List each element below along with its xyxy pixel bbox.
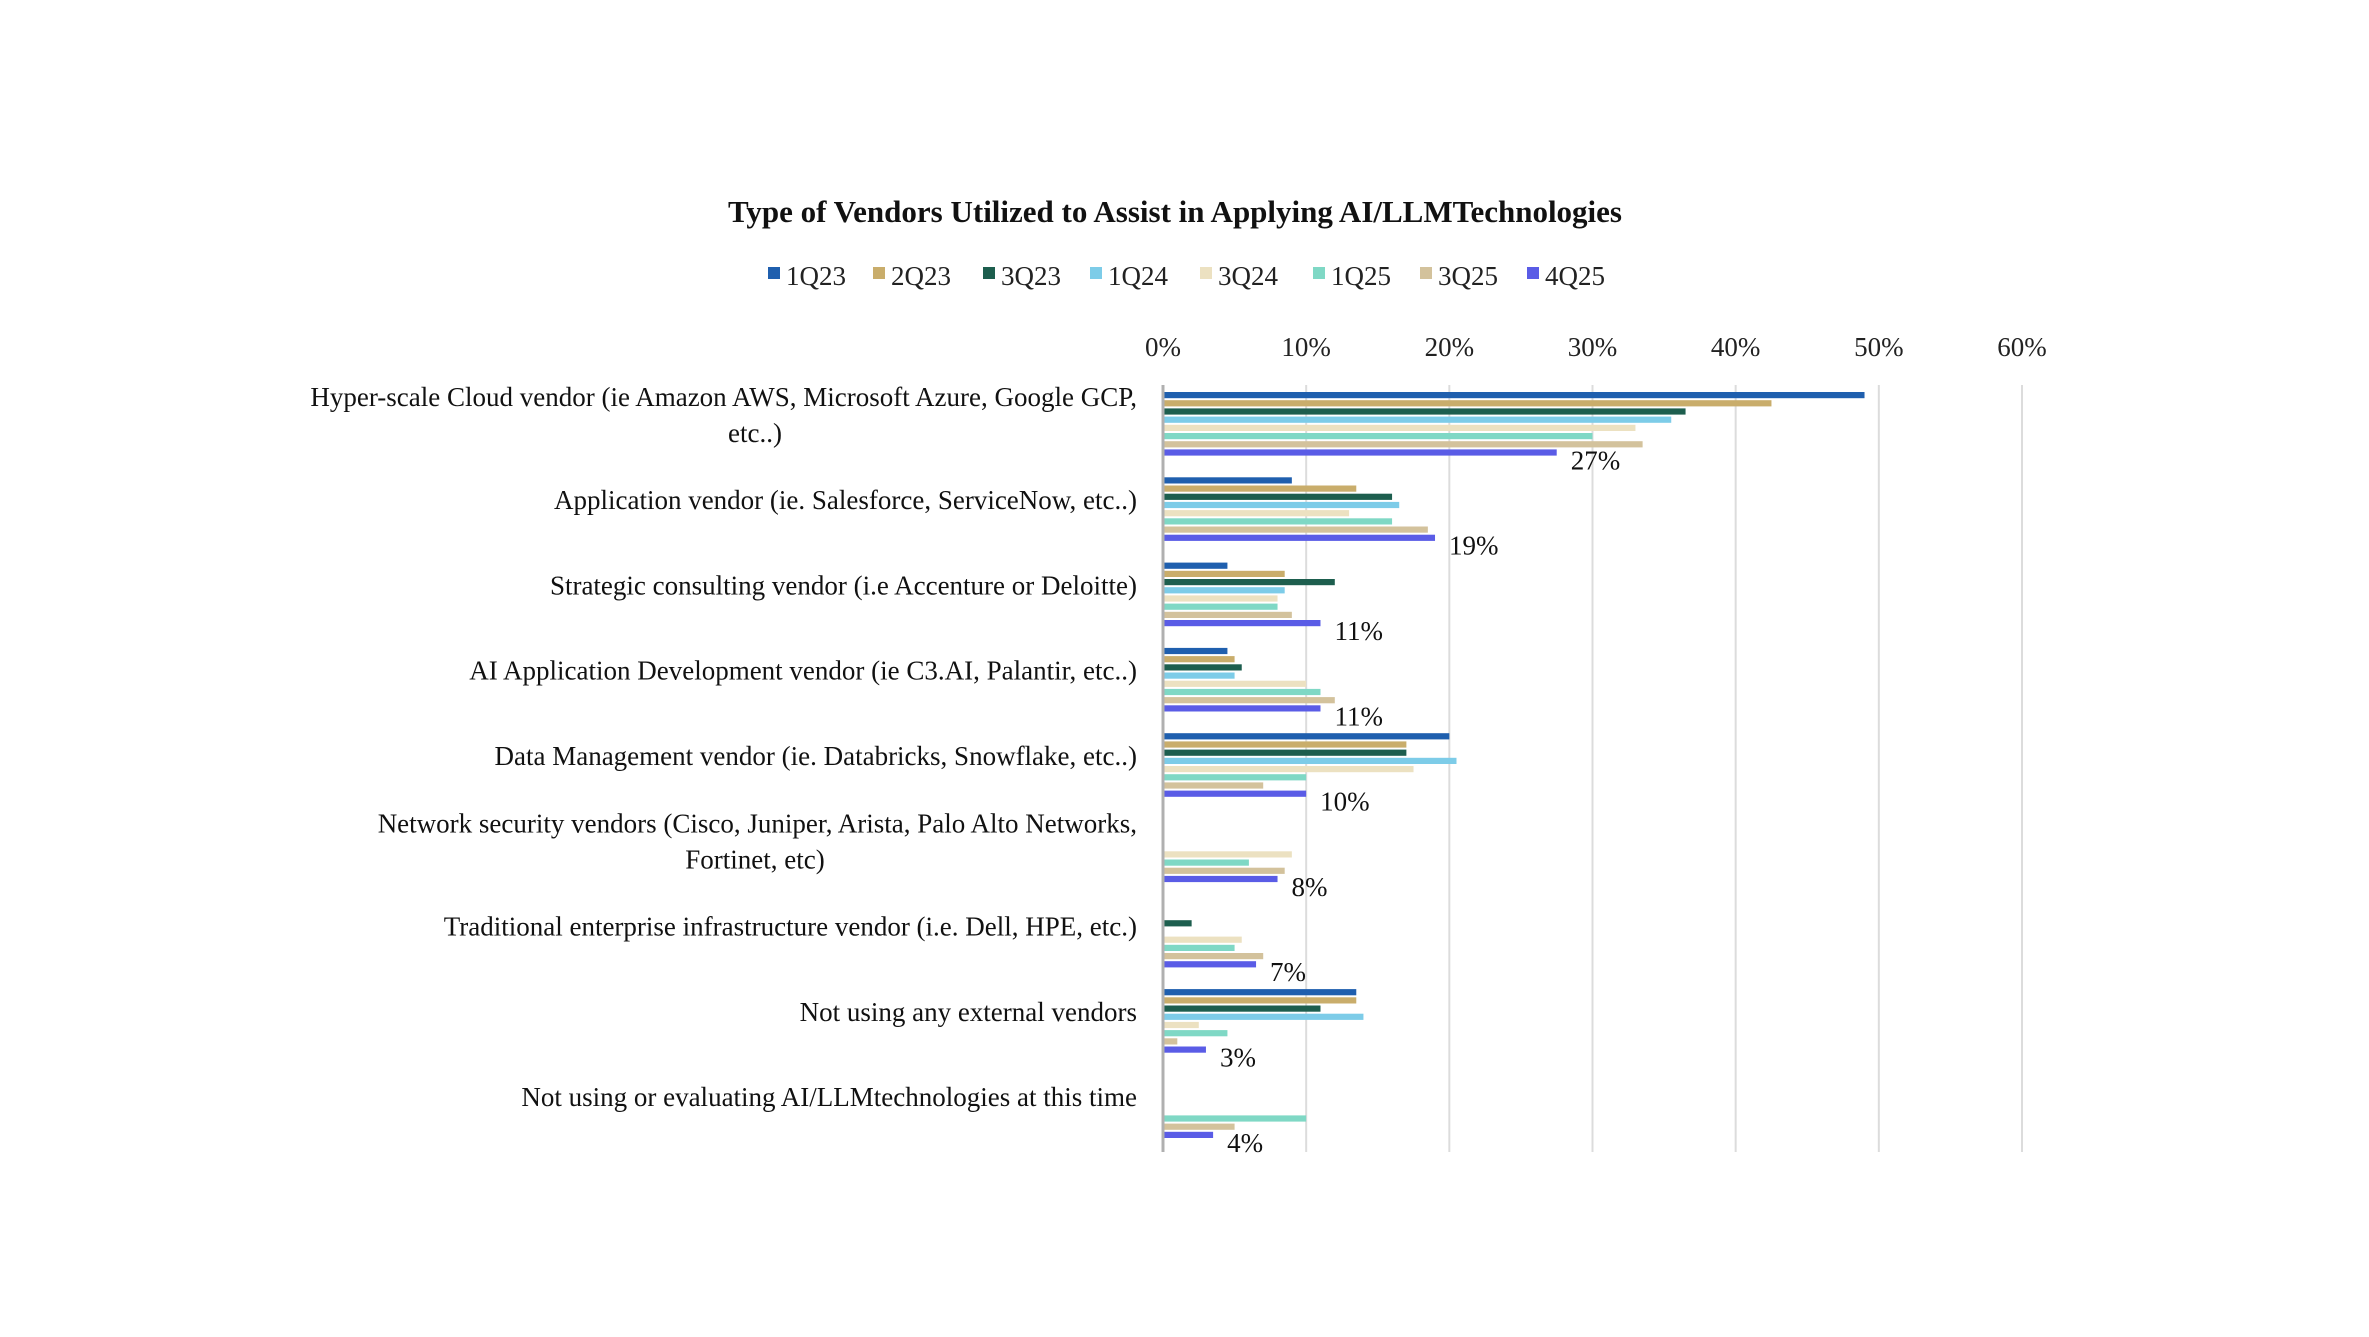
category-labels: [310, 382, 1137, 1112]
bar-4q25: [1163, 1047, 1206, 1053]
legend-swatch: [1090, 267, 1102, 279]
category-label: Traditional enterprise infrastructure vendor (i.e. Dell, HPE, etc.): [443, 911, 1137, 942]
legend-swatch: [873, 267, 885, 279]
bar-3q23: [1163, 920, 1192, 926]
bar-3q23: [1163, 494, 1392, 500]
category-label: Network security vendors (Cisco, Juniper, Arista, Palo Alto Networks,: [377, 808, 1137, 839]
data-label: 3%: [1219, 1042, 1256, 1073]
legend-label: 3Q23: [1001, 261, 1061, 291]
legend-swatch: [1420, 267, 1432, 279]
bar-3q23: [1163, 750, 1406, 756]
bar-3q25: [1163, 1124, 1235, 1130]
data-label: 27%: [1570, 445, 1621, 476]
bar-1q23: [1163, 989, 1356, 995]
legend-swatch: [1527, 267, 1539, 279]
bar-3q24: [1163, 595, 1278, 601]
bar-4q25: [1163, 449, 1557, 455]
bar-1q25: [1163, 518, 1392, 524]
bar-3q25: [1163, 697, 1335, 703]
category-label: Application vendor (ie. Salesforce, ServiceNow, etc..): [553, 485, 1137, 516]
bar-3q24: [1163, 510, 1349, 516]
bar-3q25: [1163, 953, 1263, 959]
category-label: Fortinet, etc): [685, 844, 825, 875]
chart-title: Type of Vendors Utilized to Assist in Applying AI/LLMTechnologies: [727, 194, 1623, 229]
bar-1q24: [1163, 587, 1285, 593]
bar-3q25: [1163, 1038, 1177, 1044]
legend-label: 1Q24: [1108, 261, 1168, 291]
bar-1q24: [1163, 758, 1456, 764]
bar-3q23: [1163, 664, 1242, 670]
bar-3q25: [1163, 527, 1428, 533]
bar-1q24: [1163, 673, 1235, 679]
category-label: AI Application Development vendor (ie C3.AI, Palantir, etc..): [469, 655, 1137, 686]
bar-3q24: [1163, 851, 1292, 857]
bar-1q23: [1163, 392, 1865, 398]
bar-1q25: [1163, 945, 1235, 951]
bar-1q23: [1163, 733, 1449, 739]
bar-3q24: [1163, 1022, 1199, 1028]
x-tick-label: 0%: [1145, 332, 1181, 362]
x-tick-label: 50%: [1854, 332, 1904, 362]
bar-1q25: [1163, 689, 1320, 695]
category-label: Not using or evaluating AI/LLMtechnologies at this time: [521, 1082, 1137, 1113]
bar-4q25: [1163, 705, 1320, 711]
bar-3q23: [1163, 408, 1686, 414]
category-label: Hyper-scale Cloud vendor (ie Amazon AWS, Microsoft Azure, Google GCP,: [310, 381, 1137, 412]
chart-bars: [1163, 392, 1865, 1138]
category-label: Not using any external vendors: [799, 996, 1137, 1027]
x-tick-label: 40%: [1710, 332, 1761, 362]
bar-4q25: [1163, 791, 1306, 797]
bar-1q25: [1163, 433, 1593, 439]
x-tick-label: 30%: [1567, 332, 1618, 362]
category-label: etc..): [728, 417, 782, 448]
bar-4q25: [1163, 961, 1256, 967]
x-tick-label: 20%: [1424, 332, 1475, 362]
bar-1q24: [1163, 502, 1399, 508]
x-tick-label: 60%: [1997, 332, 2047, 362]
bar-1q25: [1163, 1115, 1306, 1121]
bar-3q24: [1163, 937, 1242, 943]
bar-3q23: [1163, 1006, 1320, 1012]
bar-1q25: [1163, 860, 1249, 866]
data-label: 11%: [1334, 701, 1383, 732]
bar-2q23: [1163, 741, 1406, 747]
bar-2q23: [1163, 997, 1356, 1003]
legend-label: 1Q25: [1331, 261, 1391, 291]
bar-3q23: [1163, 579, 1335, 585]
bar-3q24: [1163, 766, 1414, 772]
data-label: 4%: [1227, 1127, 1264, 1158]
bar-1q23: [1163, 477, 1292, 483]
data-label: 10%: [1320, 786, 1370, 817]
bar-4q25: [1163, 620, 1320, 626]
bar-1q25: [1163, 774, 1306, 780]
data-label: 19%: [1449, 530, 1499, 561]
bar-4q25: [1163, 535, 1435, 541]
bar-2q23: [1163, 486, 1356, 492]
bar-1q24: [1163, 1014, 1363, 1020]
chart-legend: [768, 261, 1605, 291]
bar-2q23: [1163, 571, 1285, 577]
legend-label: 1Q23: [786, 261, 846, 291]
bar-3q25: [1163, 868, 1285, 874]
bar-1q23: [1163, 648, 1227, 654]
data-label: 11%: [1334, 616, 1383, 646]
bar-1q23: [1163, 563, 1227, 569]
legend-swatch: [1200, 267, 1212, 279]
legend-swatch: [768, 267, 780, 279]
legend-label: 2Q23: [891, 261, 951, 291]
bar-4q25: [1163, 1132, 1213, 1138]
legend-label: 4Q25: [1545, 261, 1605, 291]
x-axis-ticks: [1145, 332, 2047, 362]
bar-1q25: [1163, 1030, 1227, 1036]
bar-3q24: [1163, 425, 1635, 431]
bar-3q24: [1163, 681, 1306, 687]
legend-swatch: [1313, 267, 1325, 279]
data-label: 8%: [1291, 871, 1328, 902]
category-label: Data Management vendor (ie. Databricks, Snowflake, etc..): [494, 741, 1137, 771]
legend-swatch: [983, 267, 995, 279]
bar-1q24: [1163, 417, 1671, 423]
x-tick-label: 10%: [1281, 332, 1331, 362]
legend-label: 3Q24: [1218, 261, 1278, 291]
legend-label: 3Q25: [1438, 261, 1498, 291]
bar-3q25: [1163, 782, 1263, 788]
bar-3q25: [1163, 612, 1292, 618]
bar-1q25: [1163, 604, 1278, 610]
bar-2q23: [1163, 400, 1771, 406]
bar-4q25: [1163, 876, 1278, 882]
data-label: 7%: [1270, 957, 1307, 988]
category-label: Strategic consulting vendor (i.e Accenture or Deloitte): [549, 570, 1137, 601]
data-labels: [1220, 445, 1620, 1157]
bar-2q23: [1163, 656, 1235, 662]
